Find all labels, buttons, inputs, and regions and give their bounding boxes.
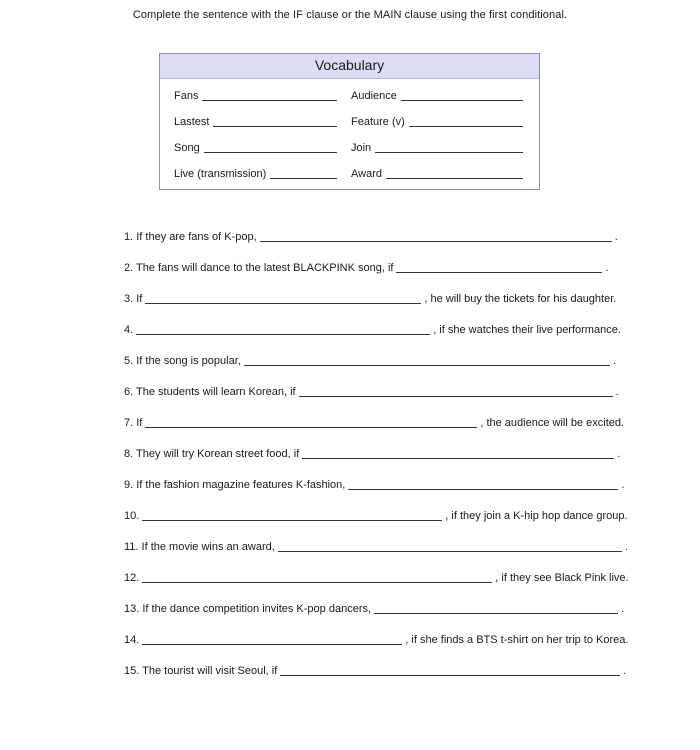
vocab-answer-line[interactable] bbox=[202, 100, 337, 101]
answer-blank[interactable] bbox=[302, 457, 614, 459]
vocab-item bbox=[174, 113, 337, 129]
vocab-answer-line[interactable] bbox=[386, 178, 523, 179]
question-ending: , if they join a K-hip hop dance group. bbox=[445, 510, 628, 522]
question-ending: , if they see Black Pink live. bbox=[495, 572, 629, 584]
answer-blank[interactable] bbox=[145, 426, 477, 428]
question-item bbox=[124, 383, 644, 399]
vocabulary-box bbox=[159, 53, 540, 190]
question-ending: . bbox=[617, 448, 621, 460]
question-text: 1. If they are fans of K-pop, bbox=[124, 231, 257, 243]
vocab-answer-line[interactable] bbox=[270, 178, 337, 179]
question-text: 7. If bbox=[124, 417, 143, 429]
question-text: 6. The students will learn Korean, if bbox=[124, 386, 296, 398]
vocab-word: Live (transmission) bbox=[174, 168, 267, 180]
vocab-answer-line[interactable] bbox=[204, 152, 337, 153]
question-ending: . bbox=[621, 603, 625, 615]
question-item bbox=[124, 476, 644, 492]
vocab-item bbox=[174, 165, 337, 181]
answer-blank[interactable] bbox=[260, 240, 612, 242]
vocab-word: Join bbox=[351, 142, 372, 154]
answer-blank[interactable] bbox=[142, 643, 402, 645]
vocab-word: Song bbox=[174, 142, 200, 154]
question-item bbox=[124, 414, 644, 430]
question-item bbox=[124, 352, 644, 368]
question-item bbox=[124, 290, 644, 306]
vocab-word: Lastest bbox=[174, 116, 210, 128]
question-text: 10. bbox=[124, 510, 140, 522]
vocab-item bbox=[174, 139, 337, 155]
question-ending: . bbox=[614, 231, 618, 243]
vocab-item bbox=[351, 113, 523, 129]
question-item bbox=[124, 259, 644, 275]
answer-blank[interactable] bbox=[136, 333, 430, 335]
vocab-answer-line[interactable] bbox=[409, 126, 523, 127]
vocab-answer-line[interactable] bbox=[375, 152, 523, 153]
question-ending: . bbox=[623, 665, 627, 677]
question-ending: . bbox=[612, 355, 616, 367]
question-ending: . bbox=[621, 479, 625, 491]
answer-blank[interactable] bbox=[142, 581, 492, 583]
question-item bbox=[124, 507, 644, 523]
question-item bbox=[124, 228, 644, 244]
answer-blank[interactable] bbox=[278, 550, 622, 552]
answer-blank[interactable] bbox=[280, 674, 620, 676]
vocab-answer-line[interactable] bbox=[401, 100, 523, 101]
question-text: 8. They will try Korean street food, if bbox=[124, 448, 300, 460]
question-item bbox=[124, 631, 644, 647]
vocab-item bbox=[351, 165, 523, 181]
vocab-word: Audience bbox=[351, 90, 397, 102]
vocab-item bbox=[351, 87, 523, 103]
vocabulary-title: Vocabulary bbox=[160, 54, 539, 79]
question-text: 13. If the dance competition invites K-pop dancers, bbox=[124, 603, 372, 615]
vocab-word: Award bbox=[351, 168, 382, 180]
vocab-item bbox=[351, 139, 523, 155]
question-ending: , if she finds a BTS t-shirt on her trip to Korea. bbox=[405, 634, 629, 646]
answer-blank[interactable] bbox=[348, 488, 618, 490]
answer-blank[interactable] bbox=[142, 519, 442, 521]
question-text: 2. The fans will dance to the latest BLACKPINK song, if bbox=[124, 262, 394, 274]
question-text: 14. bbox=[124, 634, 140, 646]
question-item bbox=[124, 569, 644, 585]
answer-blank[interactable] bbox=[374, 612, 618, 614]
question-ending: , if she watches their live performance. bbox=[433, 324, 621, 336]
answer-blank[interactable] bbox=[396, 271, 602, 273]
question-text: 11. If the movie wins an award, bbox=[124, 541, 275, 553]
question-text: 5. If the song is popular, bbox=[124, 355, 241, 367]
vocab-word: Fans bbox=[174, 90, 199, 102]
vocab-answer-line[interactable] bbox=[213, 126, 337, 127]
instructions-text: Complete the sentence with the IF clause or the MAIN clause using the first conditional. bbox=[132, 9, 568, 21]
question-text: 15. The tourist will visit Seoul, if bbox=[124, 665, 278, 677]
question-item bbox=[124, 662, 644, 678]
question-text: 4. bbox=[124, 324, 134, 336]
question-ending: . bbox=[605, 262, 609, 274]
answer-blank[interactable] bbox=[244, 364, 610, 366]
question-ending: . bbox=[624, 541, 628, 553]
question-item bbox=[124, 321, 644, 337]
question-item bbox=[124, 600, 644, 616]
question-text: 12. bbox=[124, 572, 140, 584]
question-text: 9. If the fashion magazine features K-fashion, bbox=[124, 479, 346, 491]
question-text: 3. If bbox=[124, 293, 143, 305]
question-item bbox=[124, 538, 644, 554]
question-item bbox=[124, 445, 644, 461]
question-ending: , the audience will be excited. bbox=[480, 417, 625, 429]
question-ending: , he will buy the tickets for his daughter. bbox=[424, 293, 617, 305]
vocab-word: Feature (v) bbox=[351, 116, 405, 128]
question-ending: . bbox=[615, 386, 619, 398]
answer-blank[interactable] bbox=[145, 302, 421, 304]
vocab-item bbox=[174, 87, 337, 103]
answer-blank[interactable] bbox=[299, 395, 613, 397]
